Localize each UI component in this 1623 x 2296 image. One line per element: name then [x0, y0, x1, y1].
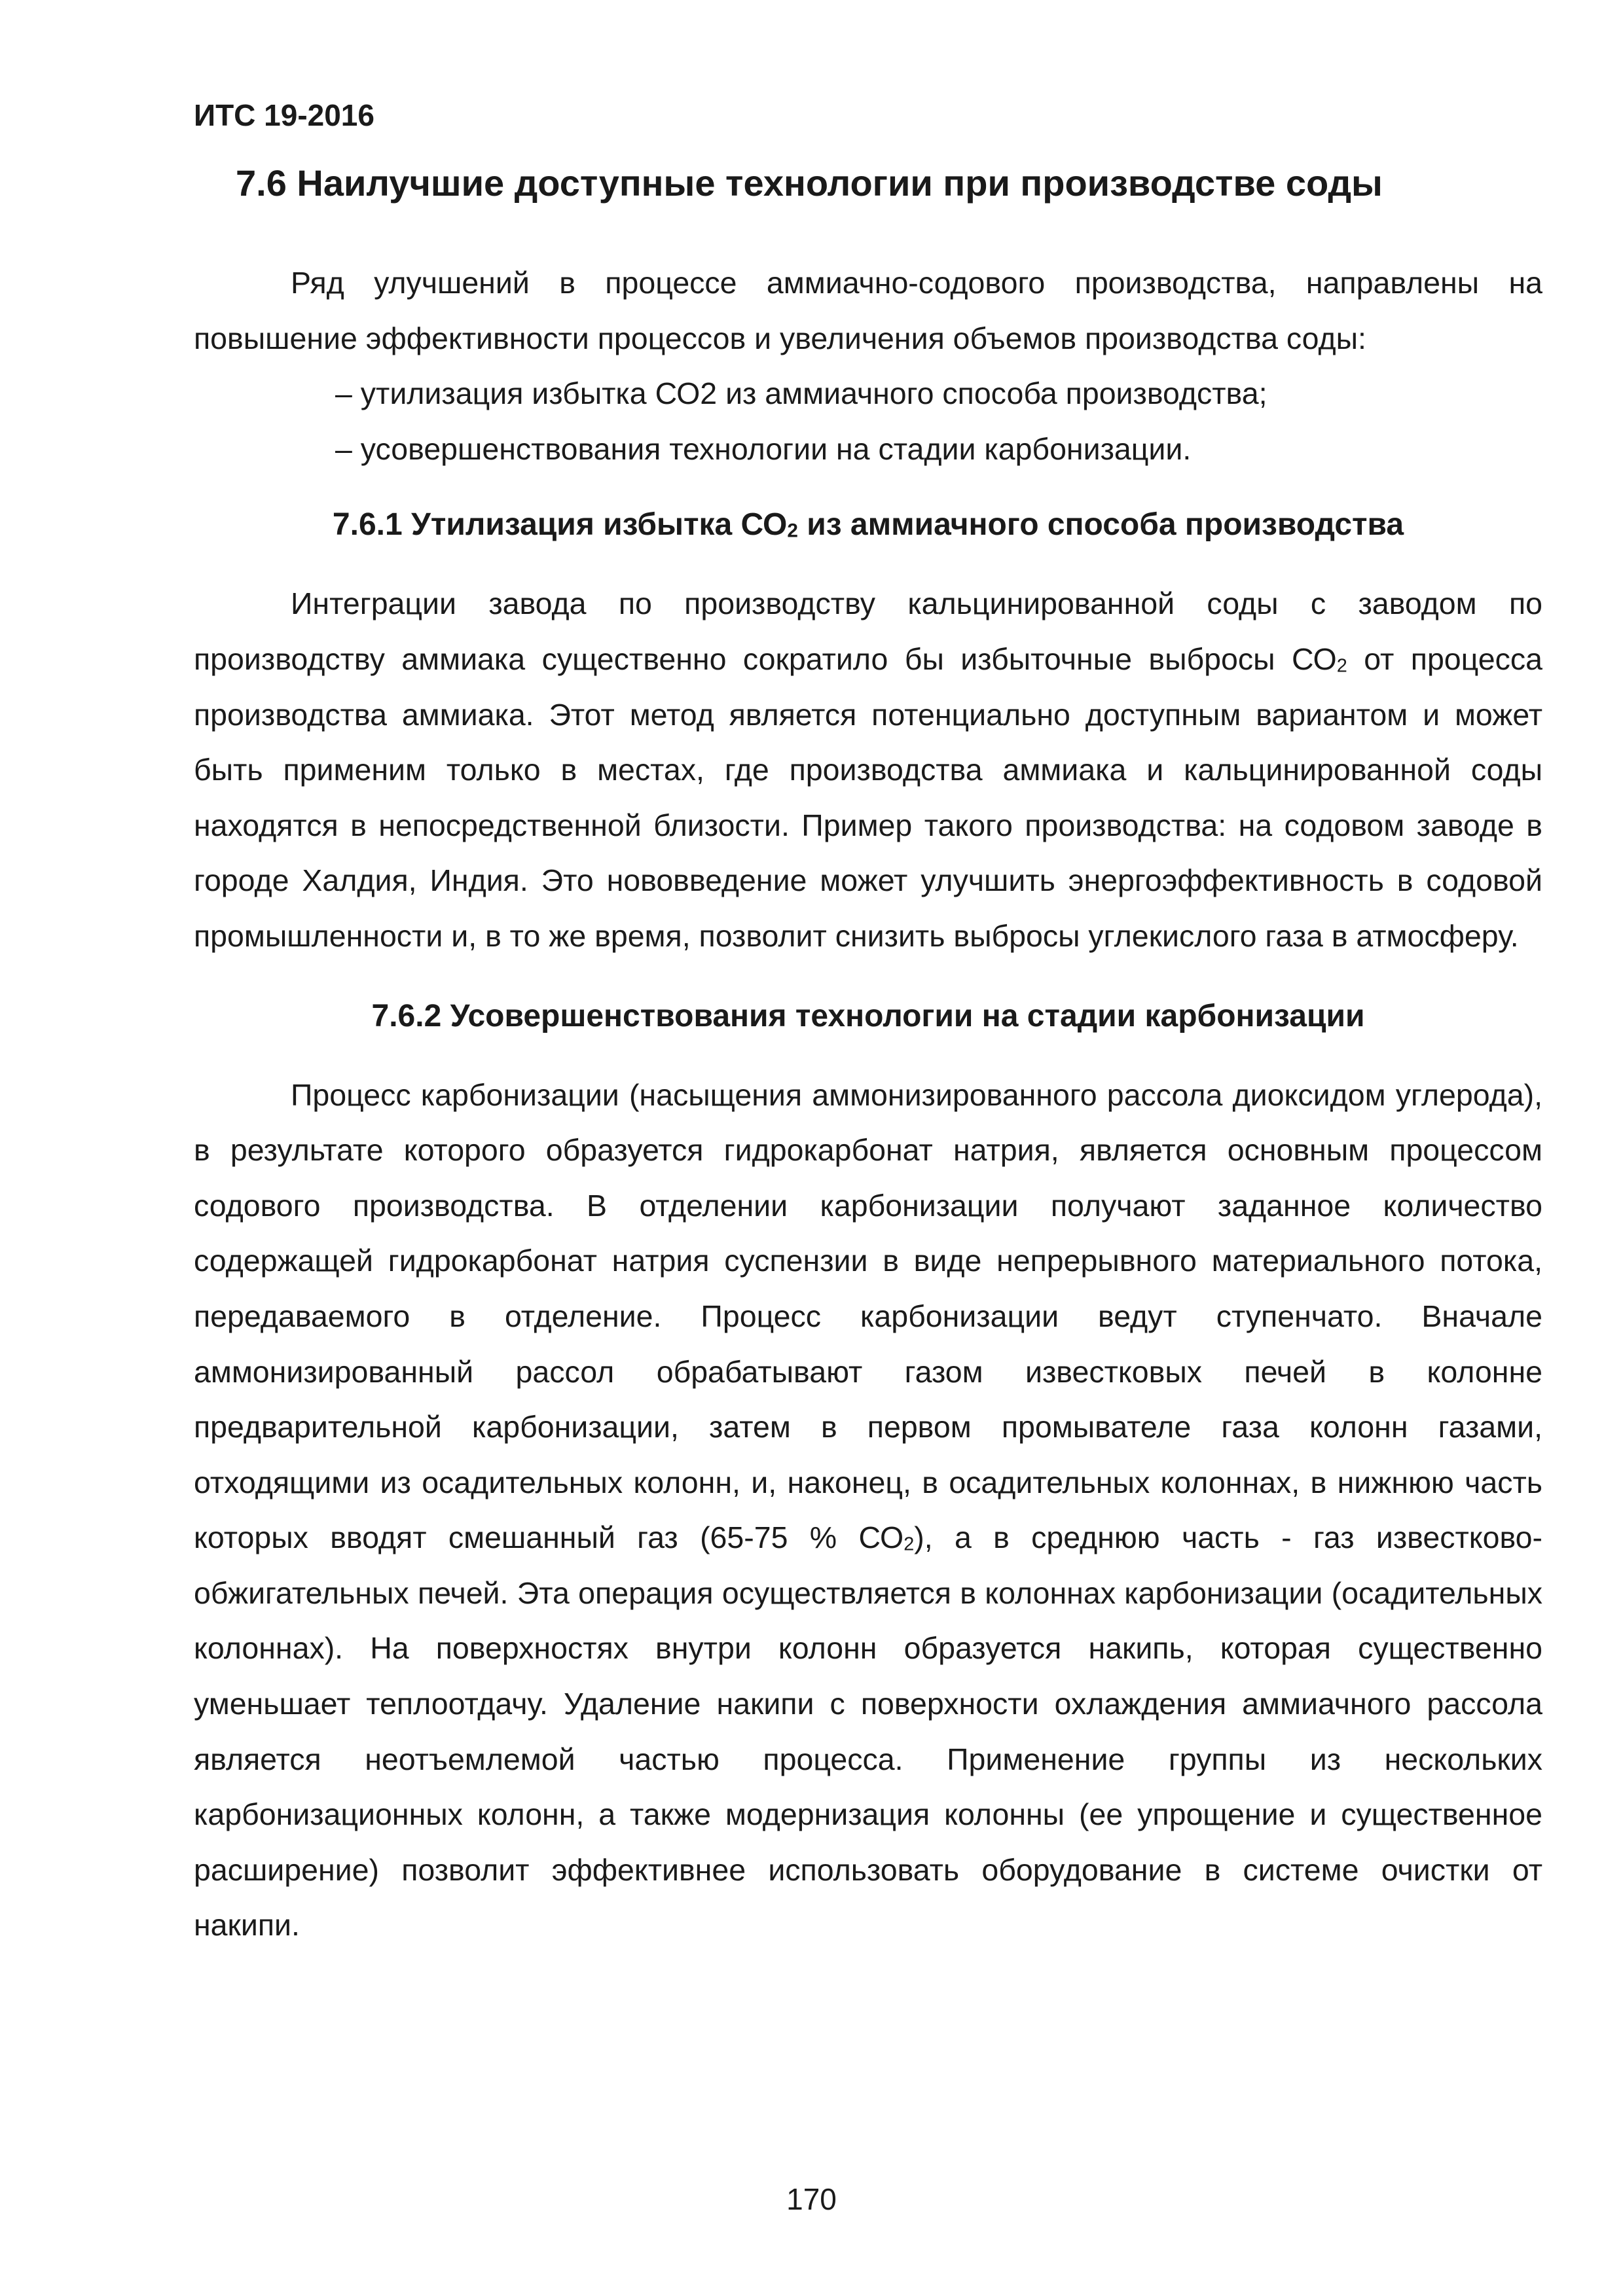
paragraph-text: ), а в среднюю часть - газ известково-обжигательных печей. Эта операция осуществляется в колоннах карбонизации (осадительных колоннах). На поверхностях внутри колонн образуется накипь, которая существенно уменьшает теплоотдачу. Удаление накипи с поверхности охлаждения аммиачного рассола является неотъемлемой частью процесса. Применение группы из нескольких карбонизационных колонн, а также модернизация колонны (ее упрощение и существенное расширение) позволит эффективнее использовать оборудование в системе очистки от накипи. — [194, 1520, 1542, 1943]
subscript: 2 — [903, 1534, 915, 1555]
subsection-heading-carbonization: 7.6.2 Усовершенствования технологии на стадии карбонизации — [371, 998, 1365, 1033]
document-code-header: ИТС 19-2016 — [194, 98, 374, 132]
subsection-heading-co2-utilization — [194, 501, 1542, 548]
page-number: 170 — [786, 2182, 837, 2216]
paragraph-text: от процесса производства аммиака. Этот метод является потенциально доступным вариантом и может быть применим только в местах, где производства аммиака и кальцинированной соды находятся в непосредственной близости. Пример такого производства: на содовом заводе в городе Халдия, Индия. Это нововведение может улучшить энергоэффективность в содовой промышленности и, в то же время, позволит снизить выбросы углекислого газа в атмосферу. — [194, 641, 1542, 953]
list-item: – усовершенствования технологии на стадии карбонизации. — [335, 431, 1192, 466]
section-title: 7.6 Наилучшие доступные технологии при производстве соды — [236, 162, 1383, 204]
heading-text: из аммиачного способа производства — [797, 507, 1404, 543]
co2-utilization-paragraph — [194, 576, 1542, 963]
page-content — [194, 255, 1542, 1953]
improvements-list — [194, 366, 1542, 476]
subscript: 2 — [1336, 655, 1347, 677]
intro-paragraph: Ряд улучшений в процессе аммиачно-содового производства, направлены на повышение эффективности процессов и увеличения объемов производства соды: — [194, 266, 1542, 355]
list-item: – утилизация избытка СО2 из аммиачного способа производства; — [335, 376, 1267, 411]
paragraph-text: Процесс карбонизации (насыщения аммонизированного рассола диоксидом углерода), в результате которого образуется гидрокарбонат натрия, является основным процессом содового производства. В отделении карбонизации получают заданное количество содержащей гидрокарбонат натрия суспензии в виде непрерывного материального потока, передаваемого в отделение. Процесс карбонизации ведут ступенчато. Вначале аммонизированный рассол обрабатывают газом известковых печей в колонне предварительной карбонизации, затем в первом промывателе газа колонн газами, отходящими из осадительных колонн, и, наконец, в осадительных колоннах, в нижнюю часть которых вводят смешанный газ (65-75 % СО — [194, 1077, 1542, 1555]
paragraph-text: Интеграции завода по производству кальцинированной соды с заводом по производству аммиака существенно сократило бы избыточные выбросы СО — [194, 586, 1542, 676]
subscript: 2 — [787, 520, 798, 542]
carbonization-paragraph — [194, 1067, 1542, 1954]
heading-text: 7.6.1 Утилизация избытка СО — [332, 507, 788, 543]
